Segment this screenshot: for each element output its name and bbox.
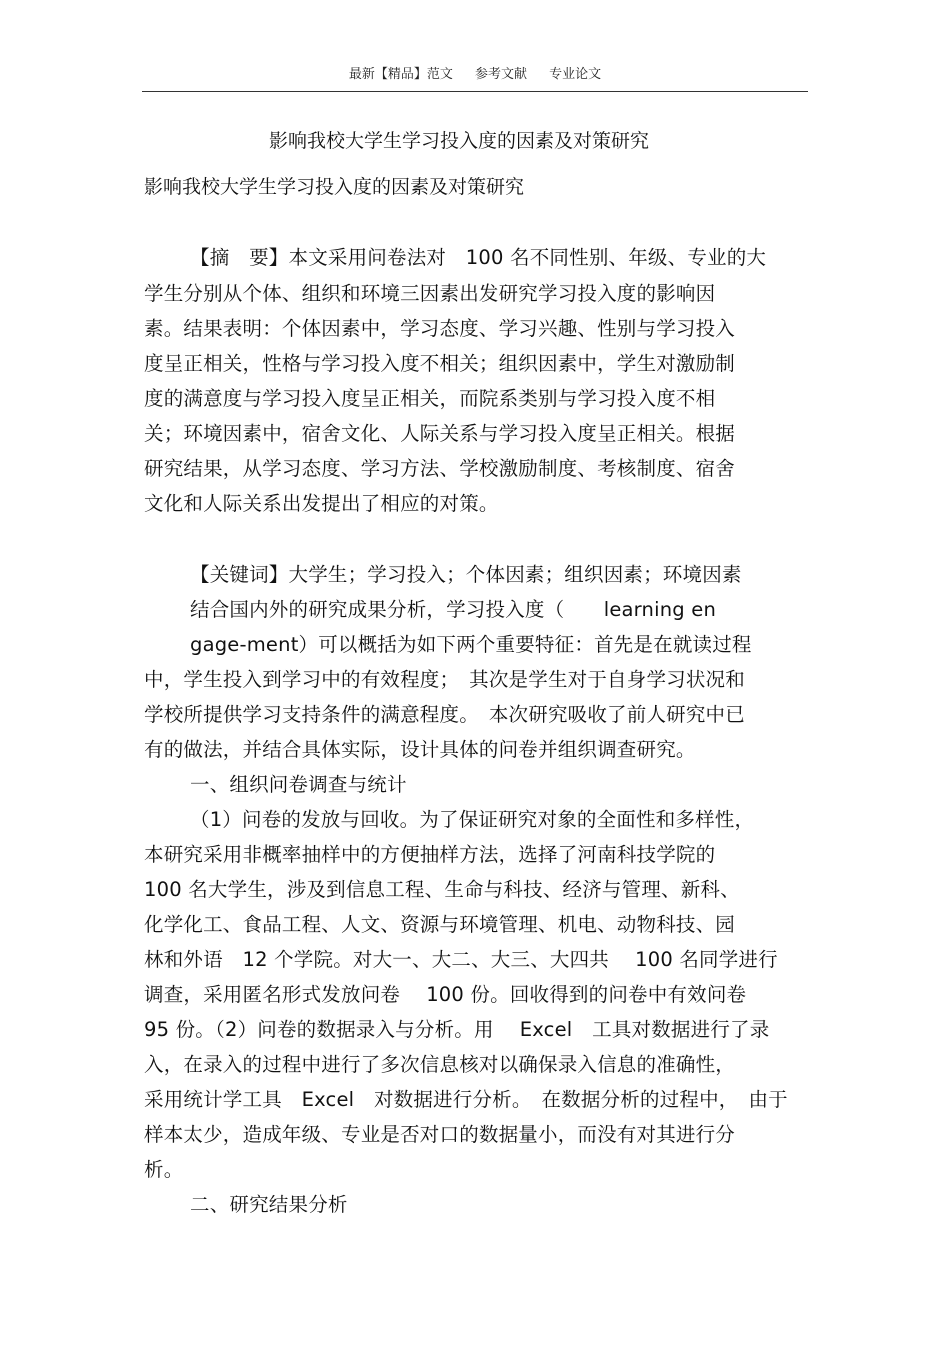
- body-line: 本研究采用非概率抽样中的方便抽样方法，选择了河南科技学院的: [144, 843, 716, 866]
- body-line: 结合国内外的研究成果分析，学习投入度（ learning en: [190, 598, 717, 621]
- abstract-line: 素。结果表明：个体因素中，学习态度、学习兴趣、性别与学习投入: [144, 317, 736, 340]
- abstract-line: 度的满意度与学习投入度呈正相关，而院系类别与学习投入度不相: [144, 387, 716, 410]
- body-line: 林和外语 12 个学院。对大一、大二、大三、大四共 100 名同学进行: [144, 948, 778, 971]
- document-subtitle: 影响我校大学生学习投入度的因素及对策研究: [144, 176, 525, 198]
- header-item-fanwen: 最新【精品】范文: [348, 67, 453, 82]
- keywords-line: 【关键词】大学生；学习投入；个体因素；组织因素；环境因素: [190, 563, 742, 586]
- header-item-lunwen: 专业论文: [549, 67, 602, 82]
- body-line: gage-ment）可以概括为如下两个重要特征：首先是在就读过程: [190, 633, 752, 656]
- abstract-line: 【摘 要】本文采用问卷法对 100 名不同性别、年级、专业的大: [190, 246, 767, 269]
- section-heading: 二、研究结果分析: [190, 1193, 348, 1216]
- document-title: 影响我校大学生学习投入度的因素及对策研究: [268, 130, 649, 152]
- page-header: [0, 66, 950, 84]
- body-line: 调查，采用匿名形式发放问卷 100 份。回收得到的问卷中有效问卷: [144, 983, 747, 1006]
- body-line: 有的做法，并结合具体实际，设计具体的问卷并组织调查研究。: [144, 738, 696, 761]
- body-line: 采用统计学工具 Excel 对数据进行分析。 在数据分析的过程中， 由于: [144, 1088, 788, 1111]
- body-line: 入，在录入的过程中进行了多次信息核对以确保录入信息的准确性，: [144, 1053, 736, 1076]
- body-line: （1）问卷的发放与回收。为了保证研究对象的全面性和多样性，: [190, 808, 755, 831]
- body-line: 学校所提供学习支持条件的满意程度。 本次研究吸收了前人研究中已: [144, 703, 745, 726]
- body-line: 中，学生投入到学习中的有效程度； 其次是学生对于自身学习状况和: [144, 668, 745, 691]
- header-divider: [142, 91, 808, 92]
- body-line: 析。: [144, 1158, 184, 1181]
- abstract-line: 文化和人际关系出发提出了相应的对策。: [144, 492, 499, 515]
- header-item-cankao: 参考文献: [474, 67, 527, 82]
- body-line: 化学化工、食品工程、人文、资源与环境管理、机电、动物科技、园: [144, 913, 736, 936]
- abstract-line: 度呈正相关，性格与学习投入度不相关；组织因素中，学生对激励制: [144, 352, 736, 375]
- body-line: 100 名大学生，涉及到信息工程、生命与科技、经济与管理、新科、: [144, 878, 740, 901]
- body-line: 样本太少，造成年级、专业是否对口的数据量小，而没有对其进行分: [144, 1123, 736, 1146]
- abstract-line: 学生分别从个体、组织和环境三因素出发研究学习投入度的影响因: [144, 282, 716, 305]
- abstract-line: 研究结果，从学习态度、学习方法、学校激励制度、考核制度、宿舍: [144, 457, 736, 480]
- abstract-line: 关；环境因素中，宿舍文化、人际关系与学习投入度呈正相关。根据: [144, 422, 736, 445]
- section-heading: 一、组织问卷调查与统计: [190, 773, 407, 796]
- body-line: 95 份。（2）问卷的数据录入与分析。用 Excel 工具对数据进行了录: [144, 1018, 770, 1041]
